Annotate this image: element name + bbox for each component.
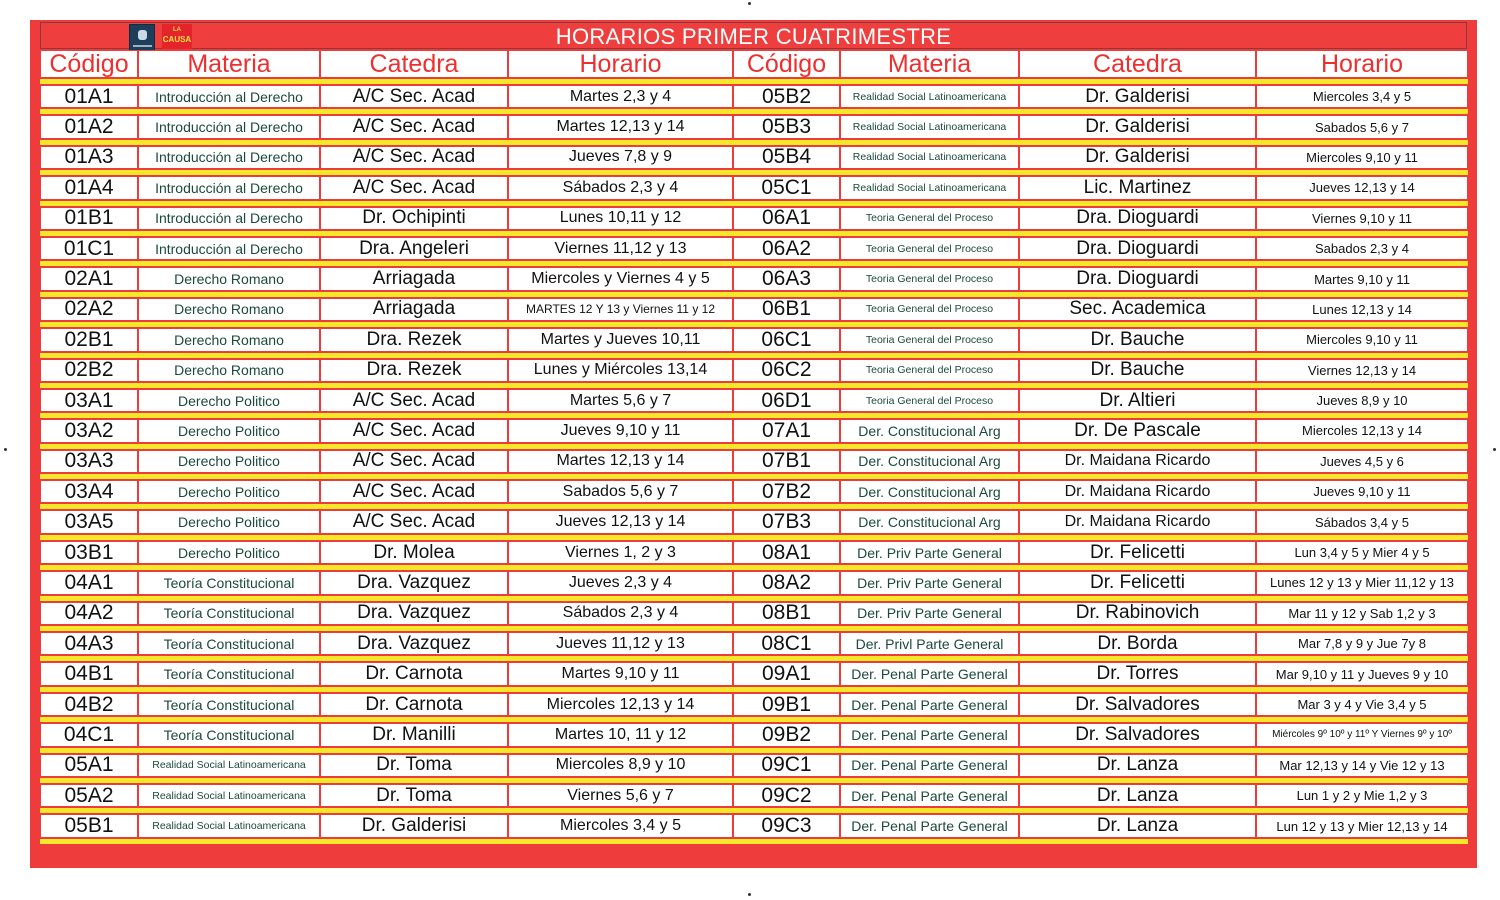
table-row: [40, 359, 1468, 382]
cell-codigo-left: 03A2: [40, 419, 138, 442]
cell-codigo-right: 05B4: [733, 146, 840, 169]
cell-materia-left: Teoría Constitucional: [138, 723, 320, 746]
cell-codigo-right: 06A3: [733, 267, 840, 290]
cell-materia-left: Introducción al Derecho: [138, 207, 320, 230]
table-row: [40, 723, 1468, 746]
cell-catedra-left: Dr. Galderisi: [320, 814, 508, 837]
schedule-table: [40, 50, 1468, 845]
page-title: HORARIOS PRIMER CUATRIMESTRE: [555, 24, 952, 49]
schedule-board: [30, 20, 1477, 868]
cell-horario-right: Viernes 12,13 y 14: [1256, 359, 1468, 382]
table-row: [40, 602, 1468, 625]
cell-codigo-left: 02B1: [40, 328, 138, 351]
cell-codigo-left: 02A1: [40, 267, 138, 290]
cell-materia-left: Introducción al Derecho: [138, 115, 320, 138]
cell-codigo-left: 03A4: [40, 480, 138, 503]
cell-codigo-left: 01A4: [40, 176, 138, 199]
cell-materia-right: Der. Penal Parte General: [840, 784, 1019, 807]
cell-horario-left: Sabados 5,6 y 7: [508, 480, 733, 503]
cell-horario-right: Jueves 8,9 y 10: [1256, 389, 1468, 412]
cell-horario-right: Lun 3,4 y 5 y Mier 4 y 5: [1256, 541, 1468, 564]
cell-catedra-right: Dr. Felicetti: [1019, 541, 1256, 564]
cell-codigo-right: 07B2: [733, 480, 840, 503]
cell-materia-right: Der. Constitucional Arg: [840, 510, 1019, 533]
cell-materia-right: Teoria General del Proceso: [840, 359, 1019, 382]
header-materia-left: Materia: [138, 50, 320, 78]
stripe-separator: [40, 321, 1468, 328]
cell-horario-right: Mar 11 y 12 y Sab 1,2 y 3: [1256, 602, 1468, 625]
table-row: [40, 814, 1468, 837]
cell-codigo-left: 04C1: [40, 723, 138, 746]
cell-catedra-right: Lic. Martinez: [1019, 176, 1256, 199]
stripe-separator: [40, 838, 1468, 845]
cell-codigo-left: 04B1: [40, 662, 138, 685]
table-row: [40, 419, 1468, 442]
cell-codigo-right: 09B1: [733, 693, 840, 716]
la-causa-logo-line1: LA: [173, 27, 181, 33]
stripe-separator: [40, 139, 1468, 146]
cell-codigo-left: 04A1: [40, 571, 138, 594]
cell-horario-right: Lunes 12 y 13 y Mier 11,12 y 13: [1256, 571, 1468, 594]
cell-catedra-left: A/C Sec. Acad: [320, 419, 508, 442]
cell-codigo-right: 06B1: [733, 298, 840, 321]
cell-catedra-right: Dr. Bauche: [1019, 359, 1256, 382]
cell-materia-right: Teoria General del Proceso: [840, 298, 1019, 321]
cell-catedra-left: A/C Sec. Acad: [320, 176, 508, 199]
cell-codigo-left: 03A5: [40, 510, 138, 533]
cell-codigo-right: 05B2: [733, 85, 840, 108]
cell-materia-right: Der. Priv Parte General: [840, 541, 1019, 564]
cell-catedra-left: Dra. Angeleri: [320, 237, 508, 260]
cell-materia-right: Realidad Social Latinoamericana: [840, 85, 1019, 108]
stripe-separator: [40, 352, 1468, 359]
cell-catedra-right: Dr. Rabinovich: [1019, 602, 1256, 625]
cell-horario-right: Miercoles 3,4 y 5: [1256, 85, 1468, 108]
cell-horario-right: Viernes 9,10 y 11: [1256, 207, 1468, 230]
cell-materia-left: Derecho Romano: [138, 328, 320, 351]
cell-materia-left: Teoría Constitucional: [138, 602, 320, 625]
stripe-separator: [40, 503, 1468, 510]
cell-catedra-left: Dra. Vazquez: [320, 602, 508, 625]
header-codigo-right: Código: [733, 50, 840, 78]
cell-catedra-left: Dr. Toma: [320, 784, 508, 807]
cell-materia-right: Teoria General del Proceso: [840, 328, 1019, 351]
cell-horario-right: Miércoles 9º 10º y 11º Y Viernes 9º y 10º: [1256, 723, 1468, 746]
cell-catedra-right: Dr. Galderisi: [1019, 146, 1256, 169]
cell-materia-left: Derecho Romano: [138, 359, 320, 382]
registration-mark-right: [1493, 448, 1496, 451]
table-row: [40, 754, 1468, 777]
cell-horario-left: Martes 9,10 y 11: [508, 662, 733, 685]
header-materia-right: Materia: [840, 50, 1019, 78]
table-row: [40, 662, 1468, 685]
header-catedra-left: Catedra: [320, 50, 508, 78]
stripe-separator: [40, 655, 1468, 662]
cell-codigo-right: 07B3: [733, 510, 840, 533]
cell-catedra-left: A/C Sec. Acad: [320, 115, 508, 138]
cell-catedra-left: Dr. Carnota: [320, 693, 508, 716]
table-row: [40, 693, 1468, 716]
cell-codigo-left: 04A3: [40, 632, 138, 655]
cell-catedra-left: Dra. Rezek: [320, 328, 508, 351]
cell-codigo-right: 07B1: [733, 450, 840, 473]
cell-catedra-left: Dra. Rezek: [320, 359, 508, 382]
cell-horario-right: Jueves 4,5 y 6: [1256, 450, 1468, 473]
cell-codigo-right: 06A1: [733, 207, 840, 230]
cell-horario-left: Martes 2,3 y 4: [508, 85, 733, 108]
cell-materia-left: Introducción al Derecho: [138, 85, 320, 108]
stripe-separator: [40, 412, 1468, 419]
cell-codigo-left: 03B1: [40, 541, 138, 564]
cell-materia-right: Teoria General del Proceso: [840, 237, 1019, 260]
cell-catedra-right: Dr. Salvadores: [1019, 693, 1256, 716]
cell-materia-left: Introducción al Derecho: [138, 237, 320, 260]
cell-catedra-right: Dr. Lanza: [1019, 754, 1256, 777]
cell-materia-left: Derecho Politico: [138, 510, 320, 533]
cell-horario-left: Miercoles 12,13 y 14: [508, 693, 733, 716]
cell-materia-left: Derecho Politico: [138, 480, 320, 503]
stripe-separator: [40, 716, 1468, 723]
cell-materia-right: Der. Priv Parte General: [840, 571, 1019, 594]
cell-materia-left: Derecho Romano: [138, 298, 320, 321]
cell-materia-right: Realidad Social Latinoamericana: [840, 115, 1019, 138]
cell-materia-left: Teoría Constitucional: [138, 662, 320, 685]
header-horario-left: Horario: [508, 50, 733, 78]
cell-materia-right: Teoria General del Proceso: [840, 207, 1019, 230]
table-header-row: [40, 50, 1468, 78]
cell-codigo-left: 02B2: [40, 359, 138, 382]
cell-catedra-right: Dra. Dioguardi: [1019, 267, 1256, 290]
cell-codigo-left: 01B1: [40, 207, 138, 230]
cell-codigo-right: 07A1: [733, 419, 840, 442]
cell-catedra-right: Dr. Altieri: [1019, 389, 1256, 412]
table-row: [40, 389, 1468, 412]
table-row: [40, 207, 1468, 230]
cell-catedra-left: Arriagada: [320, 267, 508, 290]
title-bar: [40, 22, 1467, 49]
cell-horario-left: Jueves 7,8 y 9: [508, 146, 733, 169]
header-codigo-left: Código: [40, 50, 138, 78]
cell-codigo-left: 04A2: [40, 602, 138, 625]
cell-codigo-left: 05A2: [40, 784, 138, 807]
cell-catedra-left: Arriagada: [320, 298, 508, 321]
cell-materia-left: Derecho Romano: [138, 267, 320, 290]
cell-materia-left: Introducción al Derecho: [138, 176, 320, 199]
header-horario-right: Horario: [1256, 50, 1468, 78]
cell-horario-left: Jueves 12,13 y 14: [508, 510, 733, 533]
cell-codigo-left: 01A2: [40, 115, 138, 138]
table-row: [40, 450, 1468, 473]
cell-materia-right: Der. Penal Parte General: [840, 662, 1019, 685]
table-row: [40, 146, 1468, 169]
cell-codigo-right: 06D1: [733, 389, 840, 412]
cell-catedra-right: Dr. Torres: [1019, 662, 1256, 685]
cell-codigo-left: 02A2: [40, 298, 138, 321]
cell-horario-left: Sábados 2,3 y 4: [508, 602, 733, 625]
cell-codigo-right: 09C3: [733, 814, 840, 837]
cell-horario-left: Martes 10, 11 y 12: [508, 723, 733, 746]
cell-codigo-right: 09C1: [733, 754, 840, 777]
table-row: [40, 115, 1468, 138]
stripe-separator: [40, 595, 1468, 602]
cell-codigo-right: 06C1: [733, 328, 840, 351]
cell-catedra-left: A/C Sec. Acad: [320, 480, 508, 503]
cell-horario-right: Jueves 12,13 y 14: [1256, 176, 1468, 199]
cell-catedra-right: Sec. Academica: [1019, 298, 1256, 321]
cell-horario-right: Sabados 2,3 y 4: [1256, 237, 1468, 260]
cell-materia-right: Teoria General del Proceso: [840, 267, 1019, 290]
stripe-separator: [40, 260, 1468, 267]
cell-codigo-left: 01A3: [40, 146, 138, 169]
cell-materia-left: Introducción al Derecho: [138, 146, 320, 169]
cell-horario-right: Mar 9,10 y 11 y Jueves 9 y 10: [1256, 662, 1468, 685]
cell-codigo-right: 09A1: [733, 662, 840, 685]
cell-horario-right: Miercoles 9,10 y 11: [1256, 328, 1468, 351]
cell-horario-left: Martes 12,13 y 14: [508, 450, 733, 473]
cell-codigo-right: 09C2: [733, 784, 840, 807]
cell-catedra-left: Dr. Ochipinti: [320, 207, 508, 230]
cell-codigo-right: 05B3: [733, 115, 840, 138]
cell-catedra-left: A/C Sec. Acad: [320, 389, 508, 412]
cell-codigo-left: 03A3: [40, 450, 138, 473]
table-row: [40, 571, 1468, 594]
cell-codigo-left: 05A1: [40, 754, 138, 777]
cell-codigo-left: 05B1: [40, 814, 138, 837]
cell-catedra-right: Dra. Dioguardi: [1019, 207, 1256, 230]
cell-horario-left: Martes 12,13 y 14: [508, 115, 733, 138]
cell-materia-right: Der. Constitucional Arg: [840, 419, 1019, 442]
cell-horario-left: Viernes 5,6 y 7: [508, 784, 733, 807]
cell-catedra-left: Dra. Vazquez: [320, 632, 508, 655]
stripe-separator: [40, 169, 1468, 176]
cell-horario-right: Miercoles 9,10 y 11: [1256, 146, 1468, 169]
cell-catedra-left: Dr. Molea: [320, 541, 508, 564]
stripe-separator: [40, 747, 1468, 754]
table-row: [40, 784, 1468, 807]
cell-catedra-right: Dr. Lanza: [1019, 814, 1256, 837]
cell-codigo-left: 01C1: [40, 237, 138, 260]
cell-materia-left: Derecho Politico: [138, 541, 320, 564]
cell-catedra-right: Dr. Lanza: [1019, 784, 1256, 807]
cell-horario-left: Martes y Jueves 10,11: [508, 328, 733, 351]
cell-catedra-right: Dr. Galderisi: [1019, 115, 1256, 138]
table-row: [40, 298, 1468, 321]
table-row: [40, 510, 1468, 533]
cell-horario-right: Miercoles 12,13 y 14: [1256, 419, 1468, 442]
cell-horario-left: Viernes 11,12 y 13: [508, 237, 733, 260]
cell-horario-right: Sábados 3,4 y 5: [1256, 510, 1468, 533]
table-row: [40, 176, 1468, 199]
cell-materia-right: Der. Priv Parte General: [840, 602, 1019, 625]
cell-horario-right: Mar 12,13 y 14 y Vie 12 y 13: [1256, 754, 1468, 777]
cell-materia-right: Der. Constitucional Arg: [840, 450, 1019, 473]
stripe-separator: [40, 382, 1468, 389]
cell-materia-right: Der. Penal Parte General: [840, 693, 1019, 716]
cell-horario-left: Lunes 10,11 y 12: [508, 207, 733, 230]
cell-horario-right: Jueves 9,10 y 11: [1256, 480, 1468, 503]
header-catedra-right: Catedra: [1019, 50, 1256, 78]
cell-horario-left: Lunes y Miércoles 13,14: [508, 359, 733, 382]
cell-horario-left: Jueves 9,10 y 11: [508, 419, 733, 442]
cell-horario-left: Miercoles 3,4 y 5: [508, 814, 733, 837]
stripe-separator: [40, 200, 1468, 207]
table-row: [40, 237, 1468, 260]
stripe-separator: [40, 686, 1468, 693]
cell-materia-left: Realidad Social Latinoamericana: [138, 784, 320, 807]
cell-materia-right: Der. Constitucional Arg: [840, 480, 1019, 503]
cell-horario-left: Sábados 2,3 y 4: [508, 176, 733, 199]
stripe-separator: [40, 625, 1468, 632]
cell-horario-right: Lun 1 y 2 y Mie 1,2 y 3: [1256, 784, 1468, 807]
cell-codigo-right: 06C2: [733, 359, 840, 382]
cell-catedra-right: Dr. De Pascale: [1019, 419, 1256, 442]
stripe-separator: [40, 291, 1468, 298]
cell-catedra-left: Dr. Manilli: [320, 723, 508, 746]
cell-materia-right: Realidad Social Latinoamericana: [840, 146, 1019, 169]
cell-horario-right: Lunes 12,13 y 14: [1256, 298, 1468, 321]
cell-catedra-left: A/C Sec. Acad: [320, 510, 508, 533]
la-causa-logo-line2: CAUSA: [162, 35, 192, 44]
cell-materia-left: Derecho Politico: [138, 450, 320, 473]
cell-codigo-right: 08A2: [733, 571, 840, 594]
cell-horario-left: Martes 5,6 y 7: [508, 389, 733, 412]
cell-codigo-right: 06A2: [733, 237, 840, 260]
cell-catedra-left: Dr. Carnota: [320, 662, 508, 685]
table-row: [40, 632, 1468, 655]
cell-codigo-left: 01A1: [40, 85, 138, 108]
table-row: [40, 85, 1468, 108]
cell-catedra-right: Dr. Maidana Ricardo: [1019, 450, 1256, 473]
stripe-separator: [40, 230, 1468, 237]
cell-materia-left: Derecho Politico: [138, 389, 320, 412]
cell-materia-right: Der. Penal Parte General: [840, 814, 1019, 837]
cell-horario-right: Mar 7,8 y 9 y Jue 7y 8: [1256, 632, 1468, 655]
cell-horario-left: Miercoles y Viernes 4 y 5: [508, 267, 733, 290]
stripe-separator: [40, 473, 1468, 480]
registration-mark-bottom: [748, 893, 751, 896]
cell-catedra-right: Dra. Dioguardi: [1019, 237, 1256, 260]
cell-catedra-left: Dr. Toma: [320, 754, 508, 777]
cell-horario-right: Sabados 5,6 y 7: [1256, 115, 1468, 138]
table-row: [40, 480, 1468, 503]
cell-horario-left: Miercoles 8,9 y 10: [508, 754, 733, 777]
stripe-separator: [40, 108, 1468, 115]
cell-materia-left: Teoría Constitucional: [138, 571, 320, 594]
registration-mark-top: [748, 2, 751, 5]
cell-codigo-right: 08C1: [733, 632, 840, 655]
cell-materia-left: Teoría Constitucional: [138, 632, 320, 655]
cell-catedra-right: Dr. Salvadores: [1019, 723, 1256, 746]
cell-horario-right: Martes 9,10 y 11: [1256, 267, 1468, 290]
cell-catedra-right: Dr. Felicetti: [1019, 571, 1256, 594]
registration-mark-left: [4, 448, 7, 451]
cell-materia-left: Teoría Constitucional: [138, 693, 320, 716]
cell-horario-left: Jueves 2,3 y 4: [508, 571, 733, 594]
cell-catedra-right: Dr. Galderisi: [1019, 85, 1256, 108]
cell-horario-right: Lun 12 y 13 y Mier 12,13 y 14: [1256, 814, 1468, 837]
cell-materia-left: Realidad Social Latinoamericana: [138, 754, 320, 777]
cell-horario-right: Mar 3 y 4 y Vie 3,4 y 5: [1256, 693, 1468, 716]
table-row: [40, 328, 1468, 351]
stripe-separator: [40, 443, 1468, 450]
cell-catedra-right: Dr. Bauche: [1019, 328, 1256, 351]
cell-materia-right: Teoria General del Proceso: [840, 389, 1019, 412]
cell-materia-right: Der. Privl Parte General: [840, 632, 1019, 655]
cell-codigo-right: 08B1: [733, 602, 840, 625]
stripe-separator: [40, 78, 1468, 85]
cell-materia-right: Der. Penal Parte General: [840, 723, 1019, 746]
cell-catedra-left: A/C Sec. Acad: [320, 450, 508, 473]
cell-materia-left: Derecho Politico: [138, 419, 320, 442]
cell-codigo-left: 03A1: [40, 389, 138, 412]
stripe-separator: [40, 777, 1468, 784]
cell-codigo-left: 04B2: [40, 693, 138, 716]
table-row: [40, 267, 1468, 290]
cell-catedra-left: Dra. Vazquez: [320, 571, 508, 594]
cell-horario-left: Jueves 11,12 y 13: [508, 632, 733, 655]
cell-catedra-right: Dr. Maidana Ricardo: [1019, 510, 1256, 533]
cell-materia-left: Realidad Social Latinoamericana: [138, 814, 320, 837]
table-row: [40, 541, 1468, 564]
cell-codigo-right: 08A1: [733, 541, 840, 564]
cell-catedra-right: Dr. Borda: [1019, 632, 1256, 655]
stripe-separator: [40, 807, 1468, 814]
cell-horario-left: MARTES 12 Y 13 y Viernes 11 y 12: [508, 298, 733, 321]
cell-materia-right: Realidad Social Latinoamericana: [840, 176, 1019, 199]
cell-codigo-right: 09B2: [733, 723, 840, 746]
cell-catedra-right: Dr. Maidana Ricardo: [1019, 480, 1256, 503]
cell-codigo-right: 05C1: [733, 176, 840, 199]
cell-catedra-left: A/C Sec. Acad: [320, 146, 508, 169]
cell-materia-right: Der. Penal Parte General: [840, 754, 1019, 777]
cell-catedra-left: A/C Sec. Acad: [320, 85, 508, 108]
stripe-separator: [40, 564, 1468, 571]
stripe-separator: [40, 534, 1468, 541]
cell-horario-left: Viernes 1, 2 y 3: [508, 541, 733, 564]
